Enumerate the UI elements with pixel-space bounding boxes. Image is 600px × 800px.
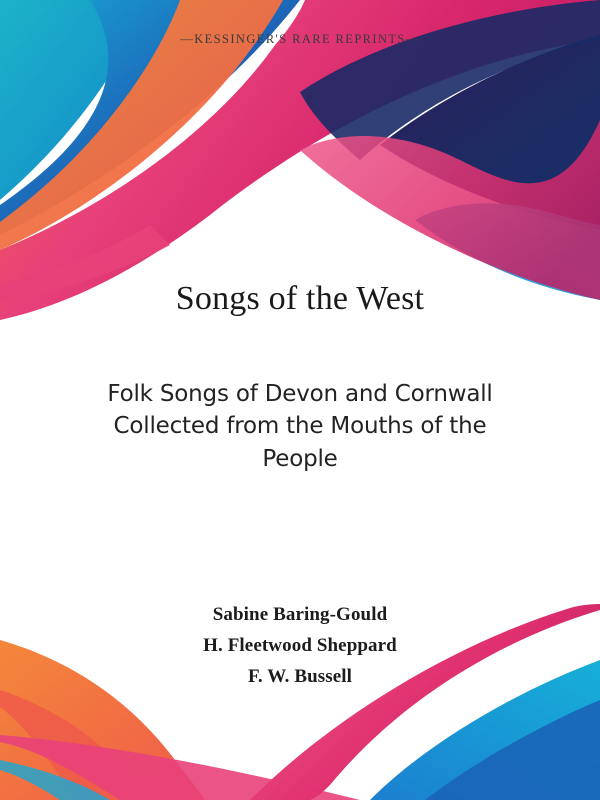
subtitle: Folk Songs of Devon and Cornwall Collected from the Mouths of the People	[107, 380, 493, 473]
title-block	[40, 279, 560, 476]
author-list	[0, 600, 600, 692]
publisher-imprint: —KESSINGER'S RARE REPRINTS—	[180, 32, 420, 46]
author-name: F. W. Bussell	[247, 665, 353, 687]
author-name: H. Fleetwood Sheppard	[203, 634, 397, 656]
author-name: Sabine Baring-Gould	[212, 604, 388, 625]
page-title: Songs of the West	[175, 280, 425, 317]
